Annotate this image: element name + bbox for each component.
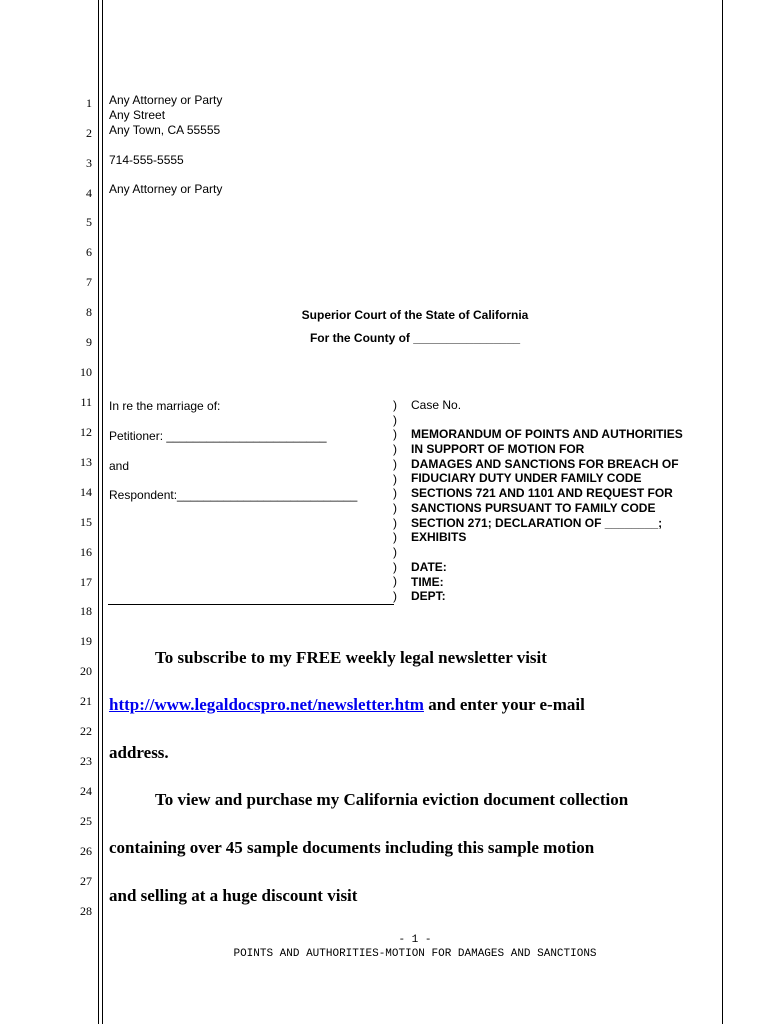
- caption-parens: ) ) ) ) ) ) ) ) ) ) ) ) ) ): [393, 398, 397, 604]
- paragraph-1-line-3: address.: [109, 743, 169, 762]
- line-number: 20: [80, 664, 92, 678]
- line-number: 19: [80, 634, 92, 648]
- line-number: 2: [86, 126, 92, 140]
- paragraph-2-line-3: and selling at a huge discount visit: [109, 886, 358, 905]
- line-number: 3: [86, 156, 92, 170]
- respondent-field: Respondent:___________________________: [109, 488, 358, 502]
- line-number: 23: [80, 754, 92, 768]
- line-number: 5: [86, 215, 92, 229]
- motion-title-line: IN SUPPORT OF MOTION FOR: [411, 441, 585, 456]
- right-margin-rule: [722, 0, 723, 1024]
- motion-title-line: EXHIBITS: [411, 530, 467, 545]
- court-name: Superior Court of the State of California: [301, 308, 529, 322]
- line-number: 14: [80, 485, 92, 499]
- line-number: 10: [80, 365, 92, 379]
- attorney-for: Any Attorney or Party: [109, 182, 223, 196]
- motion-title-line: SANCTIONS PURSUANT TO FAMILY CODE: [411, 500, 656, 515]
- line-number: 27: [80, 874, 92, 888]
- line-number: 24: [80, 784, 92, 798]
- line-number: 15: [80, 515, 92, 529]
- time-label: TIME:: [411, 575, 444, 589]
- line-number: 21: [80, 694, 92, 708]
- line-number: 12: [80, 425, 92, 439]
- footer-title: POINTS AND AUTHORITIES-MOTION FOR DAMAGES AND SANCTIONS: [233, 948, 597, 960]
- line-number: 26: [80, 844, 92, 858]
- paragraph-2-line-1: To view and purchase my California eviction document collection: [155, 790, 629, 809]
- line-number: 16: [80, 545, 92, 559]
- caption-bottom-rule: [108, 604, 394, 605]
- line-number: 4: [86, 186, 92, 200]
- line-number: 17: [80, 575, 92, 589]
- attorney-phone: 714-555-5555: [109, 153, 184, 167]
- and-label: and: [109, 459, 130, 473]
- line-number: 9: [86, 335, 92, 349]
- page-number: - 1 -: [398, 934, 432, 946]
- line-number: 22: [80, 724, 92, 738]
- motion-title-line: SECTION 271; DECLARATION OF ________;: [411, 515, 663, 530]
- line-number: 6: [86, 245, 92, 259]
- date-label: DATE:: [411, 560, 447, 574]
- line-number: 8: [86, 305, 92, 319]
- attorney-name: Any Attorney or Party: [109, 93, 223, 107]
- line-number: 28: [80, 904, 92, 918]
- case-number-label: Case No.: [411, 398, 462, 412]
- paragraph-2-line-2: containing over 45 sample documents including this sample motion: [109, 838, 595, 857]
- county-line: For the County of ________________: [309, 331, 521, 345]
- left-margin-rule-outer: [98, 0, 99, 1024]
- motion-title-line: FIDUCIARY DUTY UNDER FAMILY CODE: [411, 471, 642, 486]
- attorney-street: Any Street: [109, 108, 166, 122]
- paragraph-1-line-2: [109, 695, 585, 715]
- line-number: 13: [80, 455, 92, 469]
- in-re-label: In re the marriage of:: [109, 399, 221, 413]
- motion-title-line: MEMORANDUM OF POINTS AND AUTHORITIES: [411, 427, 683, 441]
- petitioner-field: Petitioner: ________________________: [109, 429, 327, 443]
- dept-label: DEPT:: [411, 589, 446, 603]
- line-number: 7: [86, 275, 92, 289]
- attorney-city: Any Town, CA 55555: [109, 123, 221, 137]
- line-number: 18: [80, 604, 92, 618]
- motion-title-line: DAMAGES AND SANCTIONS FOR BREACH OF: [411, 456, 679, 471]
- line-number: 11: [80, 395, 92, 409]
- line-number: 25: [80, 814, 92, 828]
- left-margin-rule-inner: [102, 0, 103, 1024]
- motion-title-line: SECTIONS 721 AND 1101 AND REQUEST FOR: [411, 486, 673, 500]
- newsletter-link[interactable]: http://www.legaldocspro.net/newsletter.htm: [109, 695, 424, 714]
- paragraph-1-line-1: To subscribe to my FREE weekly legal newsletter visit: [155, 648, 547, 667]
- line-number: 1: [86, 96, 92, 110]
- paragraph-1-line-2-rest: and enter your e-mail: [423, 695, 585, 714]
